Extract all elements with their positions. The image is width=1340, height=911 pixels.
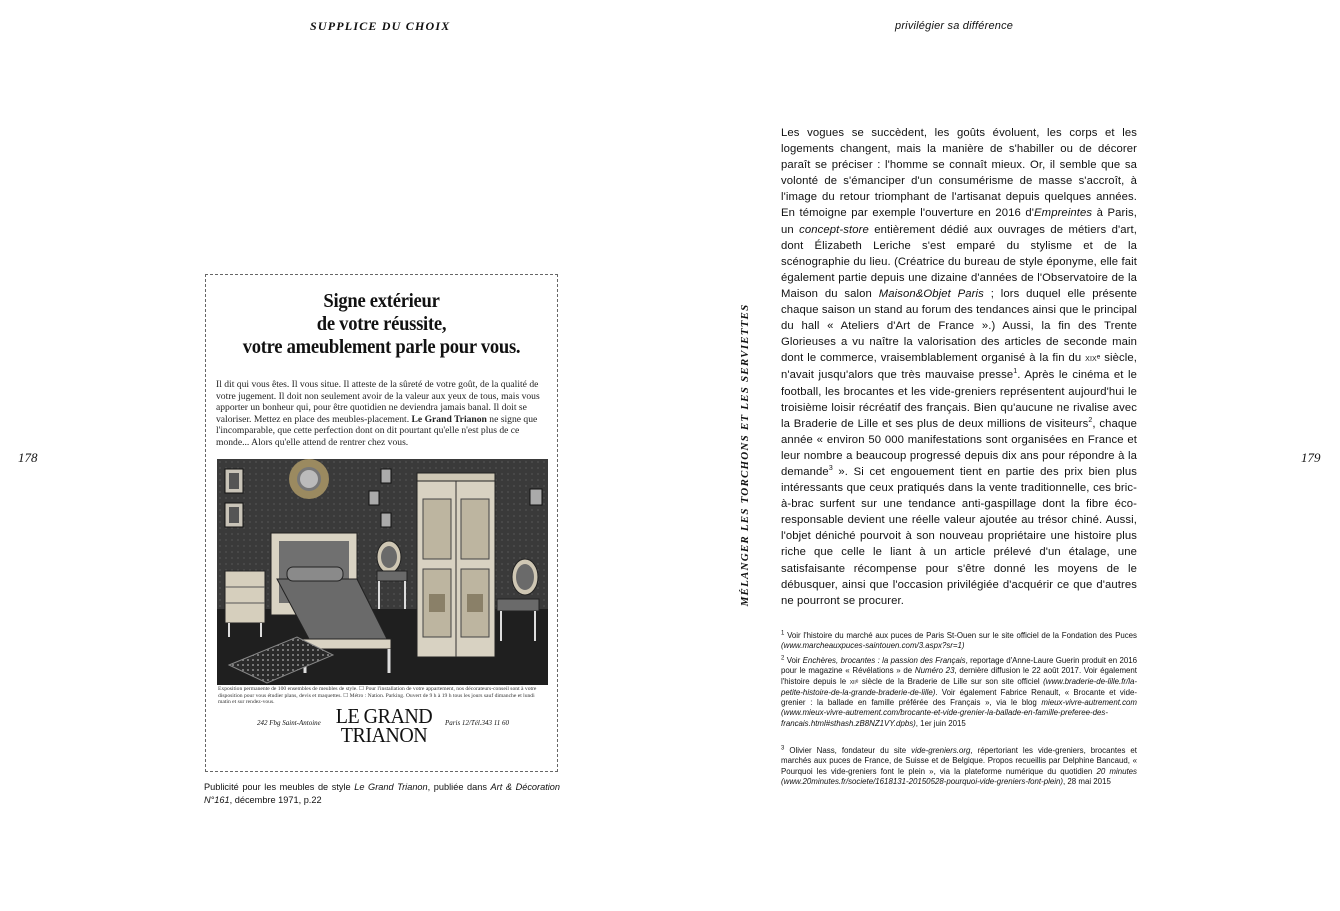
footnote-ref[interactable]: 1 (1013, 368, 1018, 376)
body-text: , chaque année « environ 50 000 manifestations sont organisées en France et leur nombre a beaucoup progressé depuis dix ans pour répondre à la demande (781, 417, 1137, 478)
main-body-text (781, 125, 1137, 609)
footnote-italic: vide-greniers.org (911, 746, 971, 755)
ad-headline-line: Signe extérieur (323, 290, 440, 312)
ad-address: 242 Fbg Saint-Antoine (257, 719, 321, 727)
running-header-left: SUPPLICE DU CHOIX (310, 19, 451, 33)
armoire (417, 473, 495, 657)
body-text: Les vogues se succèdent, les goûts évoluent, les corps et les logements changent, mais la manière de s'habiller ou de décorer paraît se préciser : l'homme se connaît mieux. Or, il semble que sa volonté de s'émanciper d'un consumérisme de masse s'accroît, à l'image du retour triomphant de l'artisanat depuis quelques années. En témoigne par exemple l'ouverture en 2016 d' (781, 127, 1137, 220)
body-text: . Après le cinéma et le football, les brocantes et les vide-greniers représentent aujourd'hui le troisième loisir récréatif des français. Bien qu'aucune ne rivalise avec la Braderie de Lille et ses plus de deux millions de visiteurs (781, 369, 1137, 430)
body-italic: Empreintes (1034, 207, 1093, 220)
body-italic: concept-store (799, 223, 869, 236)
footnote-italic: (www.braderie-de-lille.fr/la-petite-histoire-de-la-grande-braderie-de-lille) (781, 676, 1137, 697)
footnote-italic: Numéro 23 (914, 666, 955, 676)
body-italic: Maison&Objet Paris (878, 287, 984, 300)
footnote-italic: mieux-vivre-autrement.com (www.mieux-vivre-autrement.com/brocante-et-vide-grenier-la-ballade-en-famille-preferee-des-francais.html#sthash.zB8NZ1VY.dpbs) (781, 698, 1137, 728)
caption-text: Publicité pour les meubles de style (204, 782, 355, 792)
caption-italic: Le Grand Trianon (354, 782, 428, 792)
ad-brand-line: LE GRAND (335, 704, 433, 728)
body-text: à Paris, un (781, 207, 1137, 236)
footnote-ref[interactable]: 3 (828, 465, 833, 473)
caption-text: , décembre 1971, p.22 (229, 795, 322, 805)
footnote-1 (781, 631, 1137, 652)
sunburst-mirror (289, 459, 329, 499)
footnote-text: , reportage d'Anne-Laure Guerin produit en 2016 pour le magazine « Révélations » de (781, 656, 1137, 676)
ad-headline (218, 290, 544, 359)
ad-body-brand: Le Grand Trianon (411, 413, 487, 425)
body-paragraph (781, 125, 1137, 609)
vertical-section-title-text: MÉLANGER LES TORCHONS ET LES SERVIETTES (739, 303, 751, 607)
footnote-number: 2 (781, 655, 785, 662)
vertical-section-title (732, 305, 758, 605)
figure-caption (204, 781, 560, 807)
page-number-right: 179 (1301, 450, 1321, 465)
body-text: siècle, n'avait jusqu'alors que très mauvaise presse (781, 352, 1137, 382)
advertisement-figure (205, 274, 558, 772)
footnote-text: . Voir également Fabrice Renault, « Brocante et vide-grenier : la ballade en famille préférée des Français », via le blog (781, 687, 1137, 708)
footnote-2 (781, 656, 1137, 729)
body-text: ». Si cet engouement tient en partie des prix bien plus intéressants que ceux pratiqués dans la vente traditionnelle, ces bric-à-brac surfent sur une tendance anti-gaspillage dont la fibre éco-responsable devient une réelle valeur ajoutée au trésor chiné. Aussi, l'objet déniché pourvoit à son nouveau propriétaire une histoire plus riche que celle le liant à un article prélevé d'un étalage, une satisfaisante récompense pour s'être donné les moyens de le débusquer, ainsi que l'occasion privilégiée d'acquérir ce que d'autres ne pourront se procurer. (781, 465, 1137, 607)
ad-small-print: Exposition permanente de 100 ensembles de meubles de style. ☐ Pour l'installation de votre appartement, nos décorateurs-conseil sont à votre disposition pour vous étudier plans, devis et maquettes. ☐ Métro : Nation. Parking. Ouvert de 9 h à 19 h tous les jours sauf dimanche et lundi matin et sur rendez-vous. (218, 686, 537, 705)
footnote-text: Olivier Nass, fondateur du site (784, 746, 912, 755)
ad-brand-logo (333, 704, 436, 747)
footnote-ref[interactable]: 2 (1088, 416, 1093, 424)
footnote-number: 3 (781, 745, 785, 752)
bedroom-photo (217, 459, 548, 685)
ad-brand-line: TRIANON (340, 723, 428, 747)
caption-text: , publiée dans (427, 782, 491, 792)
footnote-text: , 1er juin 2015 (915, 718, 966, 728)
footnote-text: siècle de la Braderie de Lille sur son site officiel (858, 676, 1044, 686)
footnote-text: , dernière diffusion le 22 août 2017. Voir également l'histoire depuis le (781, 666, 1137, 686)
running-header-right: privilégier sa différence (895, 20, 1014, 32)
ad-body-part: ne signe que l'incomparable, que cette perfection dont on dit pourtant qu'elle n'est plus de ce monde... Alors qu'elle attend de rentrer chez vous. (216, 413, 538, 448)
footnote-text: , répertoriant les vide-greniers, brocantes et marchés aux puces de France, de Suisse et de Belgique. Propos recueillis par Delphine Bancaud, « Pourquoi les vide-greniers font le plein », via la plateforme numérique du quotidien (781, 746, 1137, 776)
ad-telephone: Paris 12/Tél.343 11 60 (445, 719, 510, 727)
footnote-text: Voir (784, 656, 803, 665)
ad-body-part: Il dit qui vous êtes. Il vous situe. Il atteste de la sûreté de votre goût, de la qualité de votre jugement. Il doit non seulement avoir de la valeur aux yeux de tous, mais vous apporter un bonheur qui, pour être quotidien ne deviendra jamais banal. Il doit se valoriser. Mettez en place des meubles-placement. (216, 379, 540, 425)
ad-headline-line: votre ameublement parle pour vous. (242, 336, 521, 358)
footnote-italic: Enchères, brocantes : la passion des Français (802, 656, 966, 665)
footnote-italic: 20 minutes (www.20minutes.fr/societe/1618131-20150528-pourquoi-vide-greniers-font-plein) (781, 766, 1137, 786)
page-number-left: 178 (18, 450, 38, 465)
ad-body-text (216, 379, 549, 448)
body-text: ; lors duquel elle présente chaque saison un stand au forum des tendances ainsi que le principal du hall « Ateliers d'Art de France ».) Aussi, la fin des Trente Glorieuses a vu naître la valorisation des articles de seconde main dont le commerce, vraisemblablement organisé à la fin du (781, 287, 1137, 365)
footnote-text: Voir l'histoire du marché aux puces de Paris St-Ouen sur le site officiel de la Fondation des Puces (784, 631, 1137, 640)
footnote-text: , 28 mai 2015 (1063, 776, 1111, 786)
footnote-3 (781, 746, 1137, 787)
footnote-italic: (www.marcheauxpuces-saintouen.com/3.aspx?sr=1) (781, 641, 965, 651)
footnote-number: 1 (781, 630, 785, 637)
body-text: entièrement dédié aux ouvrages de métiers d'art, dont Élizabeth Leriche s'est emparé du stylisme et de la scénographie du lieu. (Créatrice du bureau de style éponyme, elle fait également partie depuis une dizaine d'années de l'Observatoire de la Maison du salon (781, 223, 1137, 300)
ad-headline-line: de votre réussite, (316, 313, 447, 335)
body-smallcaps: xixᵉ (1085, 353, 1101, 365)
footnote-smallcaps: xiiᵉ (849, 678, 859, 686)
caption-italic: Art & Décoration N°161 (204, 782, 561, 805)
